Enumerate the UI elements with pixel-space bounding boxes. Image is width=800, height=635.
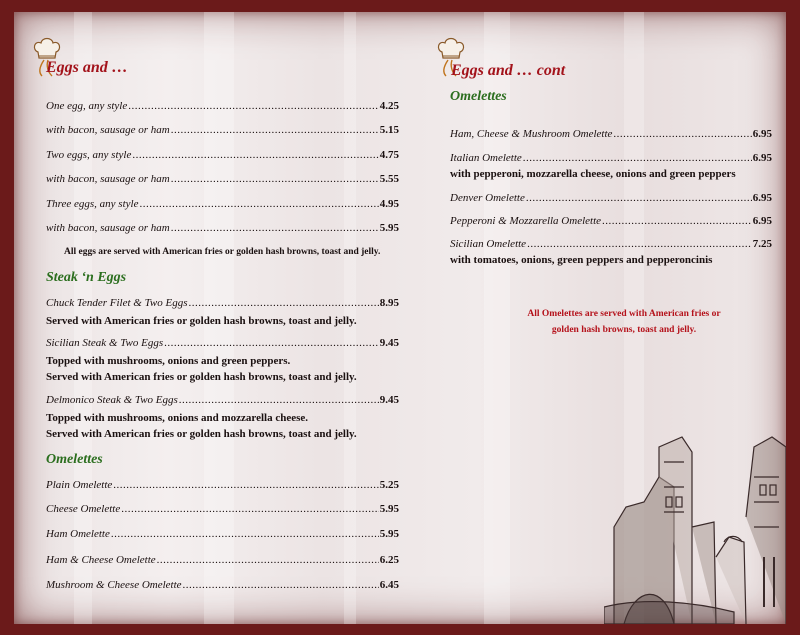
- item-price: 6.95: [752, 192, 772, 204]
- item-description: Served with American fries or golden hash browns, toast and jelly.: [46, 428, 357, 440]
- page-heading: Eggs and … cont: [451, 62, 566, 79]
- item-name: Three eggs, any style: [46, 198, 139, 210]
- item-price: 4.25: [379, 100, 399, 112]
- menu-item: [46, 222, 399, 234]
- dot-leader: [188, 297, 378, 309]
- menu-item: [450, 192, 772, 204]
- item-price: 5.15: [379, 124, 399, 136]
- menu-item: [450, 128, 772, 140]
- menu-item: [46, 124, 399, 136]
- menu-item: [46, 554, 399, 566]
- omelettes-note: [494, 306, 754, 338]
- item-price: 4.95: [379, 198, 399, 210]
- item-description: Topped with mushrooms, onions and mozzarella cheese.: [46, 412, 308, 424]
- menu-paper: [14, 12, 786, 624]
- page-heading: Eggs and …: [46, 59, 128, 76]
- menu-item: [46, 173, 399, 185]
- item-name: with bacon, sausage or ham: [46, 124, 170, 136]
- menu-item: [46, 479, 399, 491]
- menu-item: [46, 149, 399, 161]
- item-price: 4.75: [379, 149, 399, 161]
- dot-leader: [113, 479, 378, 491]
- item-price: 6.45: [379, 579, 399, 591]
- eggs-note: All eggs are served with American fries or golden hash browns, toast and jelly.: [64, 247, 381, 257]
- dot-leader: [132, 149, 378, 161]
- dot-leader: [139, 198, 378, 210]
- item-price: 7.25: [752, 238, 772, 250]
- item-description: Served with American fries or golden hash browns, toast and jelly.: [46, 315, 357, 327]
- item-price: 5.25: [379, 479, 399, 491]
- item-name: One egg, any style: [46, 100, 128, 112]
- item-name: Ham & Cheese Omelette: [46, 554, 156, 566]
- dot-leader: [523, 152, 752, 164]
- item-name: Plain Omelette: [46, 479, 113, 491]
- item-price: 6.95: [752, 215, 772, 227]
- section-title: Omelettes: [46, 452, 103, 467]
- item-price: 6.95: [752, 152, 772, 164]
- dot-leader: [613, 128, 751, 140]
- item-name: with bacon, sausage or ham: [46, 173, 170, 185]
- dot-leader: [526, 192, 752, 204]
- item-description: Served with American fries or golden hash browns, toast and jelly.: [46, 371, 357, 383]
- menu-item: [46, 297, 399, 309]
- dot-leader: [602, 215, 752, 227]
- menu-item: [450, 215, 772, 227]
- item-name: Pepperoni & Mozzarella Omelette: [450, 215, 602, 227]
- item-name: Ham Omelette: [46, 528, 110, 540]
- item-name: Chuck Tender Filet & Two Eggs: [46, 297, 188, 309]
- dot-leader: [157, 554, 379, 566]
- section-title: Steak ‘n Eggs: [46, 270, 127, 285]
- item-name: Sicilian Omelette: [450, 238, 527, 250]
- item-description: with pepperoni, mozzarella cheese, onions and green peppers: [450, 168, 736, 180]
- item-name: Italian Omelette: [450, 152, 522, 164]
- item-price: 5.95: [379, 503, 399, 515]
- menu-item: [450, 238, 772, 250]
- item-name: Mushroom & Cheese Omelette: [46, 579, 182, 591]
- menu-item: [450, 152, 772, 164]
- menu-item: [46, 394, 399, 406]
- item-price: 5.95: [379, 528, 399, 540]
- dot-leader: [121, 503, 379, 515]
- item-name: Cheese Omelette: [46, 503, 121, 515]
- dot-leader: [527, 238, 752, 250]
- item-price: 9.45: [379, 394, 399, 406]
- item-description: Topped with mushrooms, onions and green peppers.: [46, 355, 291, 367]
- menu-item: [46, 198, 399, 210]
- menu-item: [46, 579, 399, 591]
- dot-leader: [164, 337, 379, 349]
- section-title: Omelettes: [450, 89, 507, 104]
- dot-leader: [171, 173, 379, 185]
- item-description: with tomatoes, onions, green peppers and pepperoncinis: [450, 254, 713, 266]
- item-name: Denver Omelette: [450, 192, 525, 204]
- menu-item: [46, 528, 399, 540]
- item-price: 5.95: [379, 222, 399, 234]
- item-price: 5.55: [379, 173, 399, 185]
- item-name: Sicilian Steak & Two Eggs: [46, 337, 164, 349]
- dot-leader: [171, 222, 379, 234]
- menu-item: [46, 503, 399, 515]
- dot-leader: [179, 394, 379, 406]
- dot-leader: [183, 579, 379, 591]
- item-name: Ham, Cheese & Mushroom Omelette: [450, 128, 613, 140]
- dot-leader: [128, 100, 379, 112]
- menu-item: [46, 100, 399, 112]
- menu-item: [46, 337, 399, 349]
- item-name: with bacon, sausage or ham: [46, 222, 170, 234]
- dot-leader: [111, 528, 379, 540]
- omelettes-note-line: All Omelettes are served with American fries or: [527, 309, 721, 319]
- item-price: 6.95: [752, 128, 772, 140]
- item-name: Delmonico Steak & Two Eggs: [46, 394, 178, 406]
- item-price: 8.95: [379, 297, 399, 309]
- dot-leader: [171, 124, 379, 136]
- omelettes-note-line: golden hash browns, toast and jelly.: [551, 325, 697, 335]
- item-price: 6.25: [379, 554, 399, 566]
- item-name: Two eggs, any style: [46, 149, 132, 161]
- city-illustration: [604, 407, 786, 624]
- item-price: 9.45: [379, 337, 399, 349]
